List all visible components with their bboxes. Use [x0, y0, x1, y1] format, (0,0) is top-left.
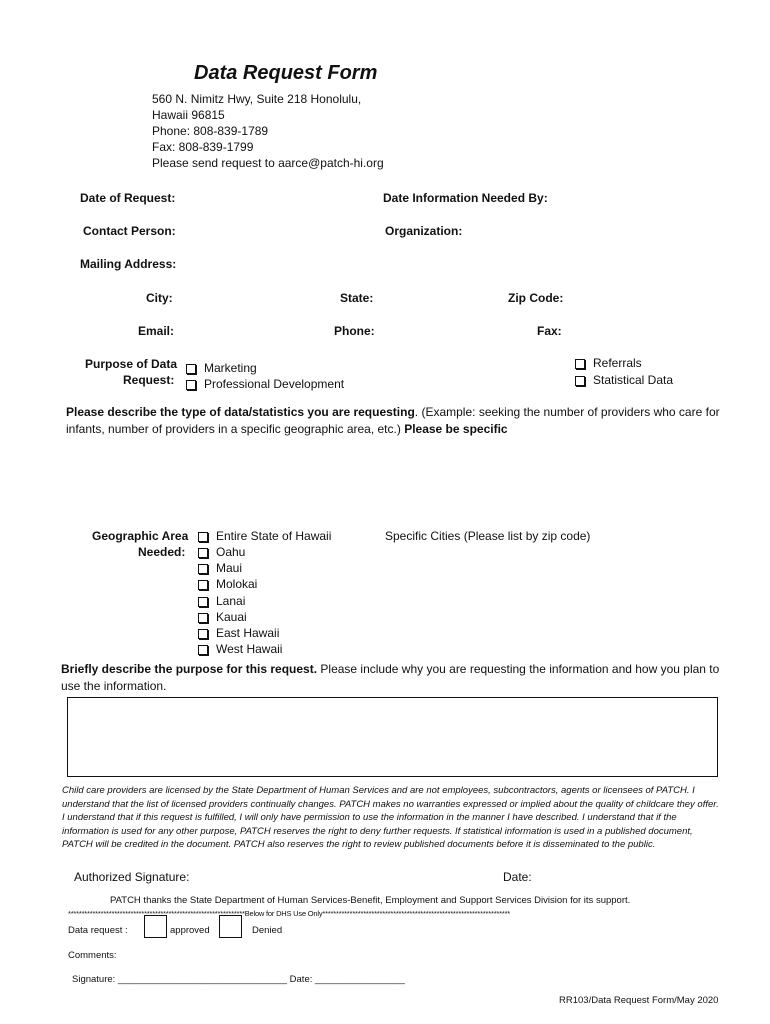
brief-instruction: Briefly describe the purpose for this request. Please include why you are requesting the information and how you plan to: [61, 662, 720, 676]
organization-label: Organization:: [385, 224, 463, 238]
authorized-signature-label: Authorized Signature:: [74, 870, 190, 884]
data-request-label: Data request :: [68, 925, 128, 936]
checkbox-icon[interactable]: [575, 359, 585, 369]
comments-label: Comments:: [68, 950, 117, 961]
email-label: Email:: [138, 324, 175, 338]
dhs-signature-line: Signature: ________________________________ Date: _________________: [72, 974, 405, 985]
describe-instruction: Please describe the type of data/statistics you are requesting. (Example: seeking the number of providers who care for: [66, 405, 720, 419]
email-instruction: Please send request to aarce@patch-hi.org: [152, 156, 384, 170]
form-footer-id: RR103/Data Request Form/May 2020: [559, 995, 719, 1006]
checkbox-icon[interactable]: [575, 376, 585, 386]
describe-instruction-cont: infants, number of providers in a specific geographic area, etc.) Please be specific: [66, 422, 508, 436]
denied-checkbox[interactable]: [219, 915, 242, 938]
geo-lanai-option[interactable]: Lanai: [198, 594, 245, 608]
checkbox-icon[interactable]: [198, 548, 208, 558]
license-notice: Child care providers are licensed by the State Department of Human Services and are not employees, subcontractors, agents or licensees of PATCH. I understand that the list of licensed providers continually changes. PATCH makes no warranties expressed or implied about the quality of childcare they offer. I understand that if this request is fulfilled, I will only have permission to use the information in the manner I have described. I understand that if the information is used for any other purpose, PATCH reserves the right to deny further requests. If statistical information is used in a published document, PATCH will be credited in the document. PATCH also reserves the right to review published documents before it is disseminated to the public.: [62, 785, 719, 850]
geo-west-hawaii-option[interactable]: West Hawaii: [198, 642, 282, 656]
checkbox-icon[interactable]: [198, 613, 208, 623]
geo-maui-option[interactable]: Maui: [198, 561, 242, 575]
purpose-label-cont: Request:: [123, 373, 175, 387]
checkbox-icon[interactable]: [198, 564, 208, 574]
denied-label: Denied: [252, 925, 283, 936]
checkbox-icon[interactable]: [198, 645, 208, 655]
checkbox-icon[interactable]: [186, 364, 196, 374]
specific-cities-label: Specific Cities (Please list by zip code): [385, 529, 591, 543]
purpose-label: Purpose of Data: [85, 357, 178, 371]
signature-date-label: Date:: [503, 870, 532, 884]
geographic-area-label: Geographic Area: [92, 529, 189, 543]
geo-entire-state-option[interactable]: Entire State of Hawaii: [198, 529, 331, 543]
purpose-statistical-data-option[interactable]: Statistical Data: [575, 373, 673, 387]
dhs-use-divider: *****************************************************************Below for DHS Use Only*********************************************************************: [68, 909, 511, 918]
geo-kauai-option[interactable]: Kauai: [198, 610, 247, 624]
purpose-referrals-option[interactable]: Referrals: [575, 356, 642, 370]
geo-oahu-option[interactable]: Oahu: [198, 545, 245, 559]
checkbox-icon[interactable]: [198, 597, 208, 607]
purpose-professional-development-option[interactable]: Professional Development: [186, 377, 344, 391]
checkbox-icon[interactable]: [198, 580, 208, 590]
thanks-note: PATCH thanks the State Department of Human Services-Benefit, Employment and Support Services Division for its support.: [110, 895, 631, 906]
geo-molokai-option[interactable]: Molokai: [198, 577, 257, 591]
purpose-description-textarea[interactable]: [67, 697, 718, 777]
date-of-request-label: Date of Request:: [80, 191, 176, 205]
approved-label: approved: [170, 925, 210, 936]
phone-label: Phone:: [334, 324, 375, 338]
city-label: City:: [146, 291, 173, 305]
contact-person-label: Contact Person:: [83, 224, 176, 238]
geo-east-hawaii-option[interactable]: East Hawaii: [198, 626, 279, 640]
brief-instruction-cont: use the information.: [61, 679, 167, 693]
address-line: Hawaii 96815: [152, 108, 225, 122]
address-line: 560 N. Nimitz Hwy, Suite 218 Honolulu,: [152, 92, 362, 106]
mailing-address-label: Mailing Address:: [80, 257, 177, 271]
date-needed-label: Date Information Needed By:: [383, 191, 548, 205]
approved-checkbox[interactable]: [144, 915, 167, 938]
form-title: Data Request Form: [194, 62, 378, 84]
zip-code-label: Zip Code:: [508, 291, 564, 305]
state-label: State:: [340, 291, 374, 305]
phone-line: Phone: 808-839-1789: [152, 124, 269, 138]
geographic-area-label-cont: Needed:: [138, 545, 186, 559]
checkbox-icon[interactable]: [186, 380, 196, 390]
checkbox-icon[interactable]: [198, 629, 208, 639]
purpose-marketing-option[interactable]: Marketing: [186, 361, 257, 375]
checkbox-icon[interactable]: [198, 532, 208, 542]
fax-label: Fax:: [537, 324, 562, 338]
fax-line: Fax: 808-839-1799: [152, 140, 254, 154]
